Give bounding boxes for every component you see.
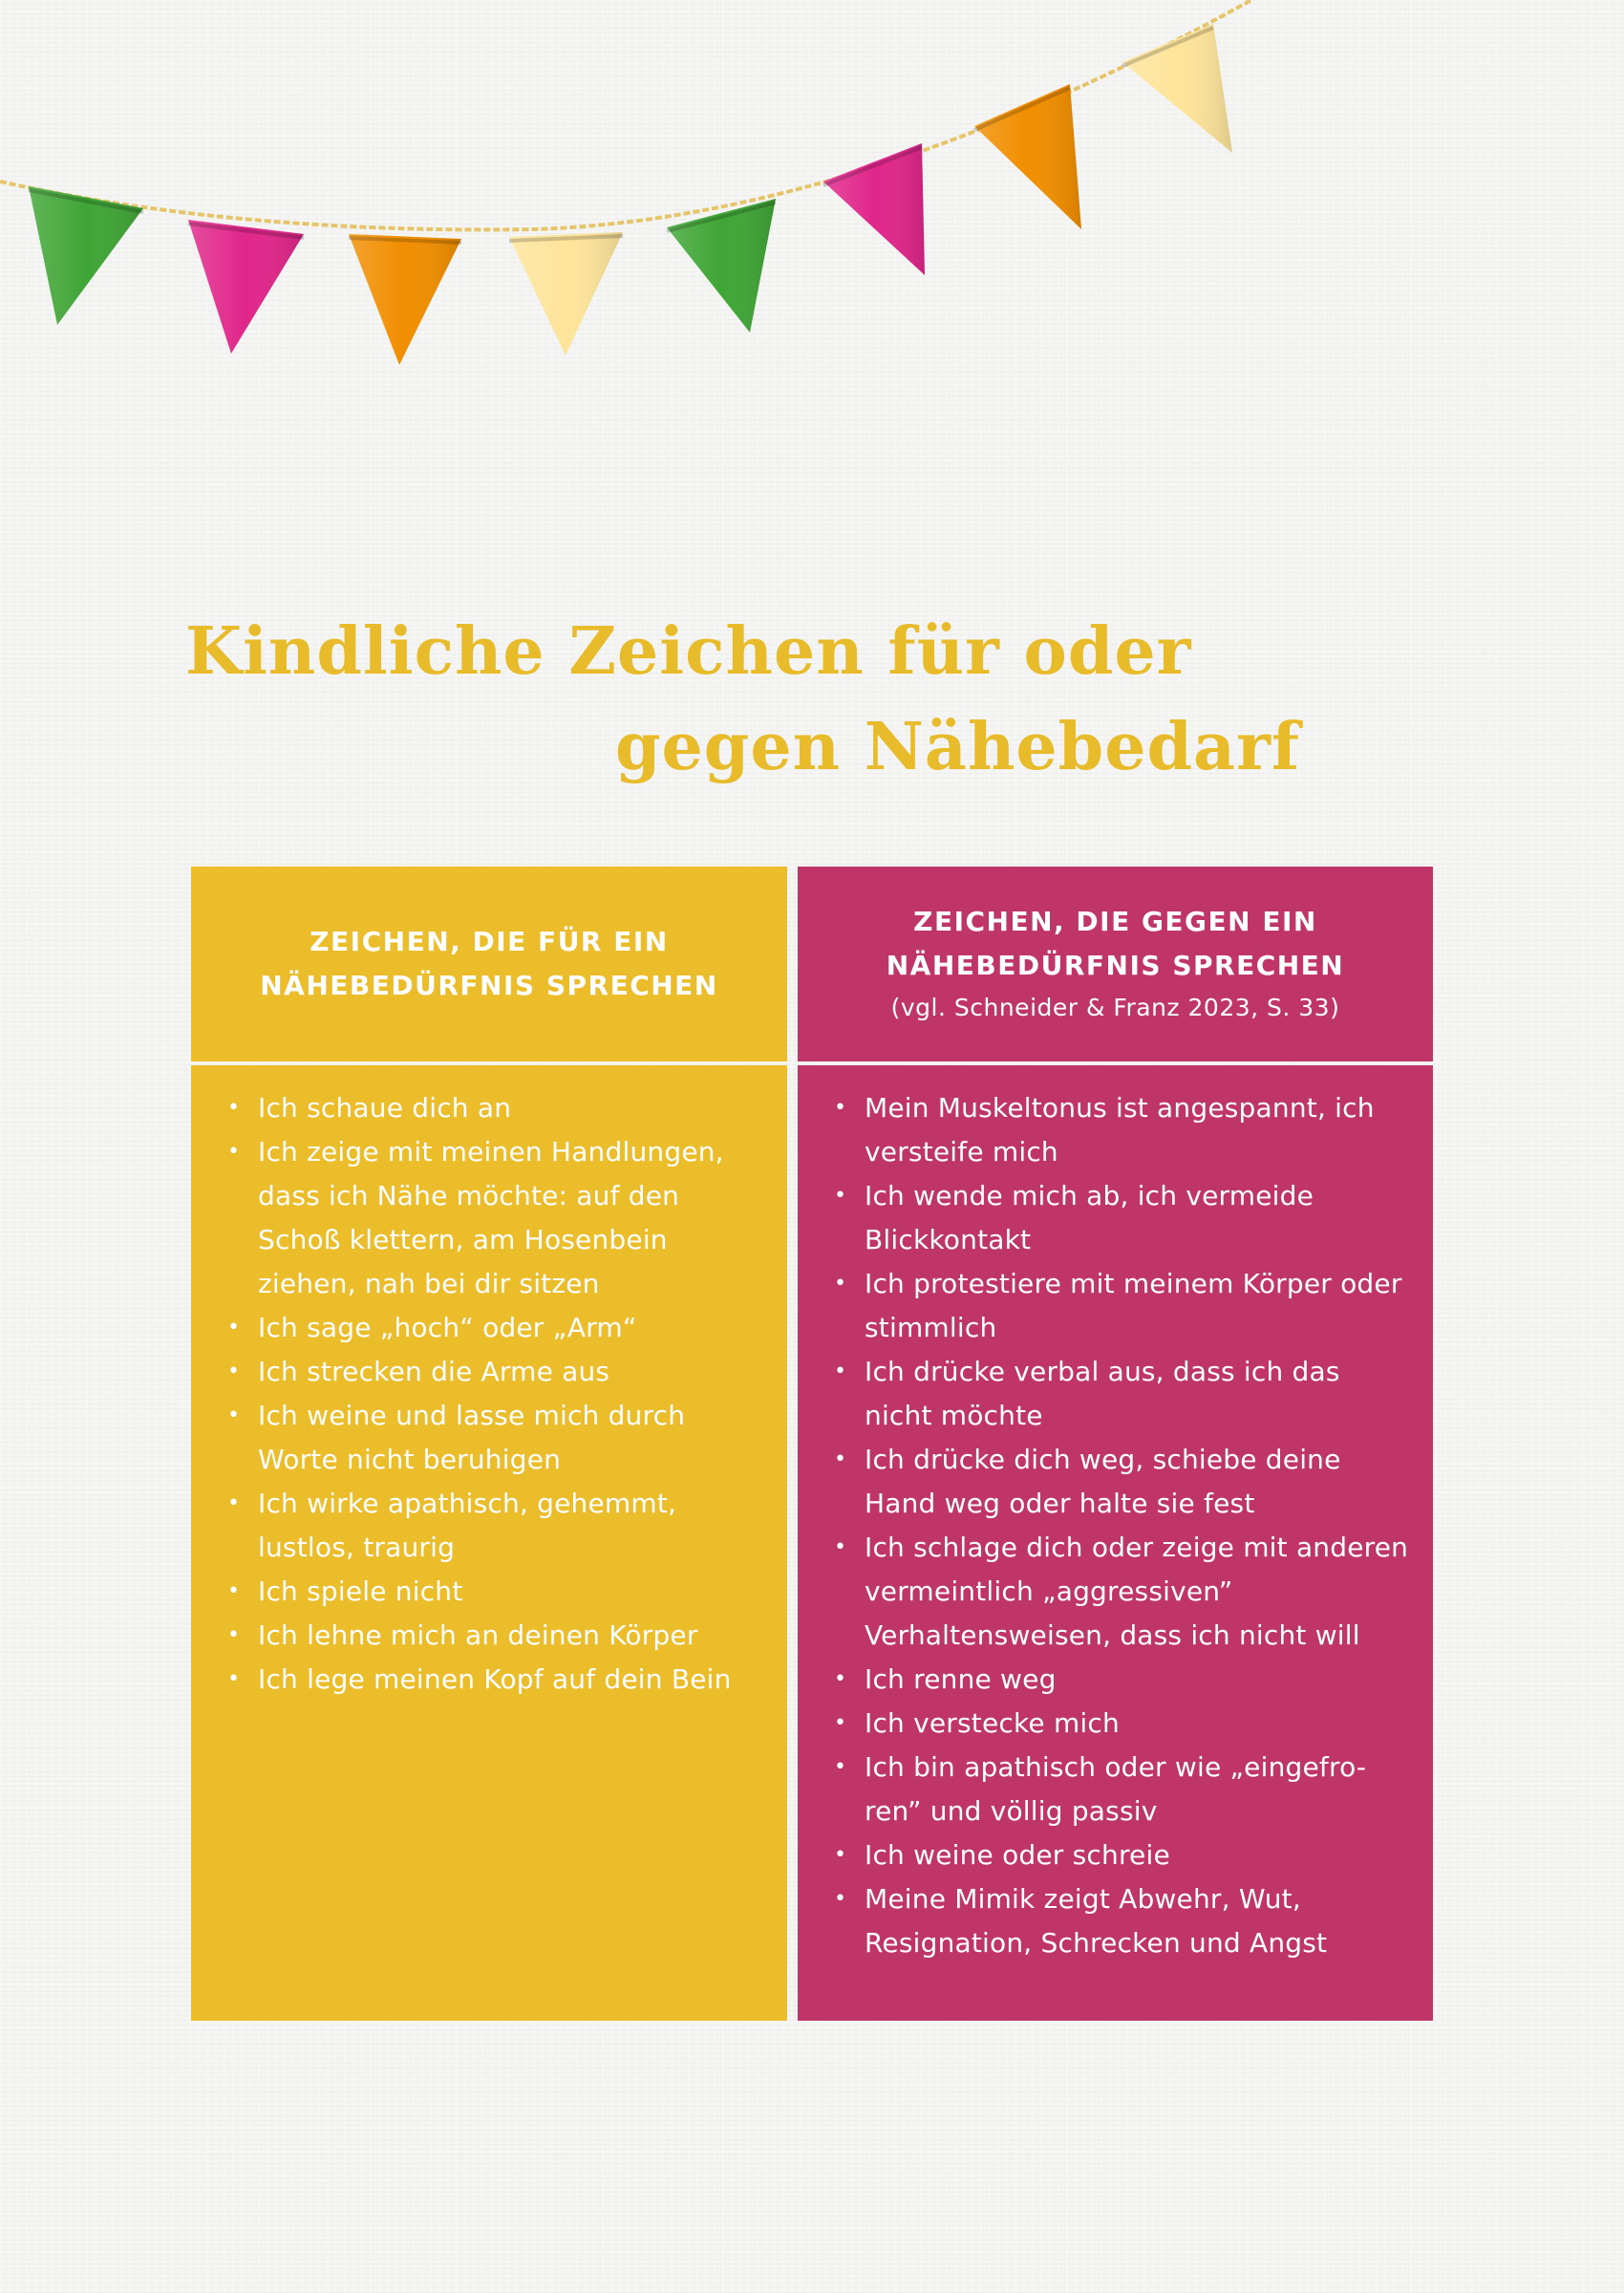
- bunting-flag-shading: [349, 234, 461, 365]
- list-item: • Ich weine und lasse mich durch Worte nicht beruhigen: [220, 1394, 768, 1482]
- list-item: • Ich strecken die Arme aus: [220, 1350, 768, 1394]
- list-item: • Ich schlage dich oder zeige mit anderen vermeintlich „aggressiven” Verhaltensweisen, dass ich nicht will: [826, 1526, 1414, 1658]
- citation-note: (vgl. Schneider & Franz 2023, S. 33): [890, 994, 1340, 1021]
- list-item: • Ich drücke verbal aus, dass ich das nicht möchte: [826, 1350, 1414, 1438]
- list-item: • Ich zeige mit meinen Handlungen, dass ich Nähe möchte: auf den Schoß klettern, am Hosenbein ziehen, nah bei dir sitzen: [220, 1130, 768, 1306]
- signs-for-closeness-list: [220, 1086, 768, 1702]
- list-item: • Ich protestiere mit meinem Körper oder stimmlich: [826, 1262, 1414, 1350]
- page-title-line-2: gegen Nähebedarf: [615, 709, 1301, 785]
- signs-for-closeness-list-cell: [191, 1065, 787, 2021]
- list-item: • Ich bin apathisch oder wie „eingefro-ren” und völlig passiv: [826, 1746, 1414, 1833]
- list-item: • Meine Mimik zeigt Abwehr, Wut, Resignation, Schrecken und Angst: [826, 1877, 1414, 1965]
- column-heading-right: ZEICHEN, DIE GEGEN EIN NÄHEBEDÜRFNIS SPRECHEN: [886, 906, 1345, 981]
- bunting-garland: [0, 0, 1624, 382]
- list-item: • Ich lege meinen Kopf auf dein Bein: [220, 1658, 768, 1702]
- list-item: • Ich drücke dich weg, schiebe deine Hand weg oder halte sie fest: [826, 1438, 1414, 1526]
- signs-against-closeness-list-cell: [798, 1065, 1433, 2021]
- list-item: • Ich lehne mich an deinen Körper: [220, 1614, 768, 1658]
- list-item: • Ich wende mich ab, ich vermeide Blickkontakt: [826, 1174, 1414, 1262]
- column-header-against-closeness: [798, 867, 1433, 1061]
- list-item: • Ich wirke apathisch, gehemmt, lustlos, traurig: [220, 1482, 768, 1570]
- bunting-flag-shading: [188, 220, 304, 354]
- page-title-line-1: Kindliche Zeichen für oder: [185, 613, 1192, 690]
- list-item: • Ich weine oder schreie: [826, 1833, 1414, 1877]
- list-item: • Ich spiele nicht: [220, 1570, 768, 1614]
- list-item: • Mein Muskeltonus ist angespannt, ich versteife mich: [826, 1086, 1414, 1174]
- list-item: • Ich renne weg: [826, 1658, 1414, 1702]
- list-item: • Ich schaue dich an: [220, 1086, 768, 1130]
- list-item: • Ich verstecke mich: [826, 1702, 1414, 1746]
- column-heading-left: ZEICHEN, DIE FÜR EIN NÄHEBEDÜRFNIS SPRECHEN: [260, 926, 718, 1001]
- signs-against-closeness-list: [826, 1086, 1414, 1965]
- column-header-for-closeness: [191, 867, 787, 1061]
- bunting-flag-shading: [823, 143, 925, 275]
- bunting-flag-shading: [509, 232, 623, 355]
- list-item: • Ich sage „hoch“ oder „Arm“: [220, 1306, 768, 1350]
